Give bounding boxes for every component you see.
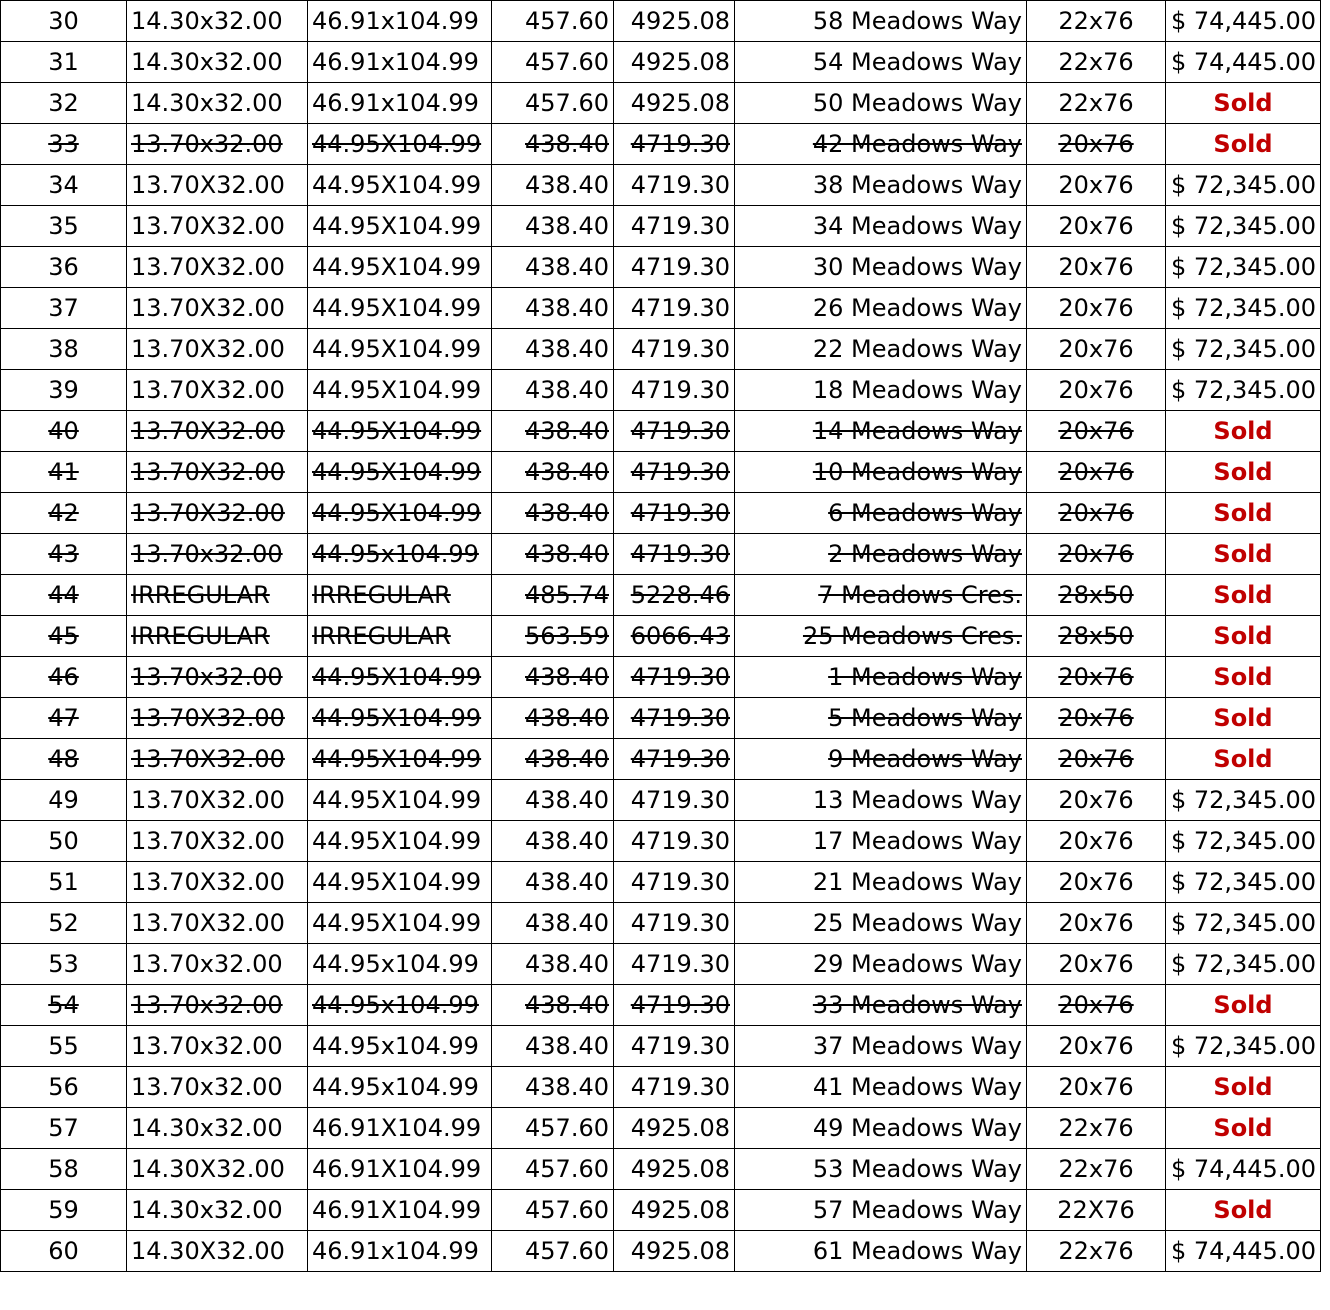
lot-number-cell[interactable]: 46	[1, 657, 127, 698]
sold-status-cell[interactable]: Sold	[1166, 1190, 1321, 1231]
address-cell[interactable]: 9 Meadows Way	[735, 739, 1027, 780]
area-sqm-cell[interactable]: 438.40	[492, 944, 614, 985]
house-size-cell[interactable]: 20x76	[1027, 370, 1166, 411]
lot-size-metric-cell[interactable]: 13.70X32.00	[127, 247, 308, 288]
price-cell[interactable]: $ 74,445.00	[1166, 42, 1321, 83]
lot-size-imperial-cell[interactable]: 46.91x104.99	[308, 1231, 492, 1272]
lot-number-cell[interactable]: 60	[1, 1231, 127, 1272]
table-row	[1, 780, 1321, 821]
area-sqm-cell[interactable]: 457.60	[492, 1, 614, 42]
house-size-cell[interactable]: 20x76	[1027, 862, 1166, 903]
house-size-cell[interactable]: 22x76	[1027, 1, 1166, 42]
lot-number-cell[interactable]: 49	[1, 780, 127, 821]
house-size-cell[interactable]: 20x76	[1027, 944, 1166, 985]
lot-size-metric-cell[interactable]: 13.70x32.00	[127, 534, 308, 575]
lot-size-metric-cell[interactable]: 13.70x32.00	[127, 124, 308, 165]
lot-size-imperial-cell[interactable]: IRREGULAR	[308, 616, 492, 657]
house-size-cell[interactable]: 20x76	[1027, 657, 1166, 698]
house-size-cell[interactable]: 22x76	[1027, 1231, 1166, 1272]
lot-size-imperial-cell[interactable]: 46.91X104.99	[308, 1149, 492, 1190]
lot-number-cell[interactable]: 42	[1, 493, 127, 534]
price-cell[interactable]: $ 74,445.00	[1166, 1231, 1321, 1272]
area-sqft-cell[interactable]: 4719.30	[614, 411, 735, 452]
table-row	[1, 575, 1321, 616]
area-sqft-cell[interactable]: 4925.08	[614, 1, 735, 42]
lot-number-cell[interactable]: 55	[1, 1026, 127, 1067]
lot-size-metric-cell[interactable]: 14.30x32.00	[127, 1190, 308, 1231]
sold-status-cell[interactable]: Sold	[1166, 698, 1321, 739]
lot-size-metric-cell[interactable]: 13.70X32.00	[127, 821, 308, 862]
area-sqft-cell[interactable]: 4719.30	[614, 247, 735, 288]
area-sqft-cell[interactable]: 4719.30	[614, 657, 735, 698]
lot-number-cell[interactable]: 36	[1, 247, 127, 288]
table-row	[1, 124, 1321, 165]
lot-size-metric-cell[interactable]: 13.70X32.00	[127, 329, 308, 370]
address-cell[interactable]: 21 Meadows Way	[735, 862, 1027, 903]
lot-number-cell[interactable]: 57	[1, 1108, 127, 1149]
area-sqm-cell[interactable]: 438.40	[492, 903, 614, 944]
area-sqm-cell[interactable]: 438.40	[492, 534, 614, 575]
address-cell[interactable]: 41 Meadows Way	[735, 1067, 1027, 1108]
lot-number-cell[interactable]: 32	[1, 83, 127, 124]
area-sqm-cell[interactable]: 485.74	[492, 575, 614, 616]
table-row	[1, 370, 1321, 411]
lot-number-cell[interactable]: 44	[1, 575, 127, 616]
address-cell[interactable]: 13 Meadows Way	[735, 780, 1027, 821]
house-size-cell[interactable]: 22x76	[1027, 42, 1166, 83]
address-cell[interactable]: 42 Meadows Way	[735, 124, 1027, 165]
table-row	[1, 1026, 1321, 1067]
lot-size-imperial-cell[interactable]: 44.95X104.99	[308, 698, 492, 739]
lot-number-cell[interactable]: 30	[1, 1, 127, 42]
area-sqft-cell[interactable]: 4719.30	[614, 124, 735, 165]
lot-size-imperial-cell[interactable]: 44.95X104.99	[308, 739, 492, 780]
area-sqft-cell[interactable]: 4925.08	[614, 1149, 735, 1190]
area-sqft-cell[interactable]: 4719.30	[614, 739, 735, 780]
lot-number-cell[interactable]: 45	[1, 616, 127, 657]
lot-size-imperial-cell[interactable]: 44.95x104.99	[308, 1067, 492, 1108]
sold-status-cell[interactable]: Sold	[1166, 616, 1321, 657]
address-cell[interactable]: 14 Meadows Way	[735, 411, 1027, 452]
table-row	[1, 329, 1321, 370]
lot-size-imperial-cell[interactable]: 46.91X104.99	[308, 1108, 492, 1149]
house-size-cell[interactable]: 20x76	[1027, 821, 1166, 862]
address-cell[interactable]: 26 Meadows Way	[735, 288, 1027, 329]
house-size-cell[interactable]: 22x76	[1027, 1149, 1166, 1190]
address-cell[interactable]: 61 Meadows Way	[735, 1231, 1027, 1272]
area-sqm-cell[interactable]: 438.40	[492, 329, 614, 370]
lot-number-cell[interactable]: 43	[1, 534, 127, 575]
table-row	[1, 821, 1321, 862]
lot-size-imperial-cell[interactable]: 44.95X104.99	[308, 124, 492, 165]
table-row	[1, 493, 1321, 534]
house-size-cell[interactable]: 20x76	[1027, 493, 1166, 534]
table-row	[1, 944, 1321, 985]
house-size-cell[interactable]: 20x76	[1027, 985, 1166, 1026]
address-cell[interactable]: 2 Meadows Way	[735, 534, 1027, 575]
area-sqft-cell[interactable]: 4925.08	[614, 1190, 735, 1231]
address-cell[interactable]: 53 Meadows Way	[735, 1149, 1027, 1190]
table-row	[1, 452, 1321, 493]
area-sqft-cell[interactable]: 4925.08	[614, 42, 735, 83]
lot-number-cell[interactable]: 39	[1, 370, 127, 411]
lot-size-metric-cell[interactable]: 13.70X32.00	[127, 452, 308, 493]
lot-size-imperial-cell[interactable]: 44.95x104.99	[308, 944, 492, 985]
lot-size-metric-cell[interactable]: IRREGULAR	[127, 575, 308, 616]
address-cell[interactable]: 6 Meadows Way	[735, 493, 1027, 534]
price-cell[interactable]: $ 72,345.00	[1166, 944, 1321, 985]
house-size-cell[interactable]: 20x76	[1027, 698, 1166, 739]
lot-size-imperial-cell[interactable]: 44.95X104.99	[308, 903, 492, 944]
area-sqft-cell[interactable]: 6066.43	[614, 616, 735, 657]
lot-size-imperial-cell[interactable]: 44.95X104.99	[308, 862, 492, 903]
table-row	[1, 698, 1321, 739]
table-body	[1, 0, 1321, 1272]
address-cell[interactable]: 50 Meadows Way	[735, 83, 1027, 124]
area-sqft-cell[interactable]: 4719.30	[614, 1026, 735, 1067]
lot-size-imperial-cell[interactable]: 44.95X104.99	[308, 452, 492, 493]
address-cell[interactable]: 1 Meadows Way	[735, 657, 1027, 698]
area-sqft-cell[interactable]: 4719.30	[614, 862, 735, 903]
lot-size-metric-cell[interactable]: 13.70x32.00	[127, 657, 308, 698]
lot-size-imperial-cell[interactable]: 44.95X104.99	[308, 165, 492, 206]
lot-size-imperial-cell[interactable]: 44.95X104.99	[308, 657, 492, 698]
lot-size-metric-cell[interactable]: 13.70x32.00	[127, 985, 308, 1026]
lot-size-metric-cell[interactable]: 14.30x32.00	[127, 1108, 308, 1149]
area-sqm-cell[interactable]: 438.40	[492, 739, 614, 780]
address-cell[interactable]: 22 Meadows Way	[735, 329, 1027, 370]
price-cell[interactable]: $ 72,345.00	[1166, 247, 1321, 288]
lot-size-imperial-cell[interactable]: 44.95X104.99	[308, 247, 492, 288]
lot-size-metric-cell[interactable]: 13.70X32.00	[127, 903, 308, 944]
lot-size-imperial-cell[interactable]: 46.91x104.99	[308, 1, 492, 42]
table-row	[1, 1149, 1321, 1190]
area-sqm-cell[interactable]: 438.40	[492, 821, 614, 862]
house-size-cell[interactable]: 20x76	[1027, 1026, 1166, 1067]
price-cell[interactable]: $ 72,345.00	[1166, 206, 1321, 247]
lot-size-imperial-cell[interactable]: 44.95x104.99	[308, 534, 492, 575]
lot-number-cell[interactable]: 59	[1, 1190, 127, 1231]
area-sqm-cell[interactable]: 457.60	[492, 1108, 614, 1149]
sold-status-cell[interactable]: Sold	[1166, 1108, 1321, 1149]
lot-number-cell[interactable]: 58	[1, 1149, 127, 1190]
area-sqft-cell[interactable]: 4719.30	[614, 1067, 735, 1108]
address-cell[interactable]: 58 Meadows Way	[735, 1, 1027, 42]
sold-status-cell[interactable]: Sold	[1166, 493, 1321, 534]
table-row	[1, 411, 1321, 452]
area-sqm-cell[interactable]: 457.60	[492, 1231, 614, 1272]
address-cell[interactable]: 37 Meadows Way	[735, 1026, 1027, 1067]
table-row	[1, 616, 1321, 657]
lot-size-metric-cell[interactable]: 13.70X32.00	[127, 862, 308, 903]
lot-size-metric-cell[interactable]: 13.70x32.00	[127, 1067, 308, 1108]
house-size-cell[interactable]: 20x76	[1027, 411, 1166, 452]
house-size-cell[interactable]: 20x76	[1027, 452, 1166, 493]
lot-number-cell[interactable]: 37	[1, 288, 127, 329]
house-size-cell[interactable]: 22X76	[1027, 1190, 1166, 1231]
sold-status-cell[interactable]: Sold	[1166, 739, 1321, 780]
sold-status-cell[interactable]: Sold	[1166, 83, 1321, 124]
area-sqm-cell[interactable]: 438.40	[492, 780, 614, 821]
table-row	[1, 1, 1321, 42]
lot-size-metric-cell[interactable]: 13.70X32.00	[127, 411, 308, 452]
lot-number-cell[interactable]: 52	[1, 903, 127, 944]
address-cell[interactable]: 25 Meadows Cres.	[735, 616, 1027, 657]
lot-number-cell[interactable]: 54	[1, 985, 127, 1026]
lot-size-metric-cell[interactable]: 13.70X32.00	[127, 739, 308, 780]
table-row	[1, 1190, 1321, 1231]
lot-number-cell[interactable]: 34	[1, 165, 127, 206]
area-sqm-cell[interactable]: 438.40	[492, 1026, 614, 1067]
area-sqm-cell[interactable]: 563.59	[492, 616, 614, 657]
lot-size-imperial-cell[interactable]: IRREGULAR	[308, 575, 492, 616]
lot-size-metric-cell[interactable]: 13.70X32.00	[127, 780, 308, 821]
price-cell[interactable]: $ 72,345.00	[1166, 780, 1321, 821]
lot-size-metric-cell[interactable]: 13.70x32.00	[127, 1026, 308, 1067]
address-cell[interactable]: 38 Meadows Way	[735, 165, 1027, 206]
area-sqft-cell[interactable]: 4719.30	[614, 329, 735, 370]
lot-size-imperial-cell[interactable]: 44.95X104.99	[308, 821, 492, 862]
table-row	[1, 739, 1321, 780]
area-sqm-cell[interactable]: 438.40	[492, 985, 614, 1026]
lot-size-metric-cell[interactable]: 13.70X32.00	[127, 206, 308, 247]
table-row	[1, 1231, 1321, 1272]
lot-size-metric-cell[interactable]: 14.30X32.00	[127, 1231, 308, 1272]
area-sqft-cell[interactable]: 4719.30	[614, 903, 735, 944]
house-size-cell[interactable]: 20x76	[1027, 165, 1166, 206]
address-cell[interactable]: 29 Meadows Way	[735, 944, 1027, 985]
area-sqft-cell[interactable]: 4719.30	[614, 493, 735, 534]
lot-number-cell[interactable]: 56	[1, 1067, 127, 1108]
lot-size-imperial-cell[interactable]: 44.95X104.99	[308, 493, 492, 534]
area-sqft-cell[interactable]: 4925.08	[614, 1108, 735, 1149]
lot-size-metric-cell[interactable]: 13.70X32.00	[127, 698, 308, 739]
address-cell[interactable]: 5 Meadows Way	[735, 698, 1027, 739]
area-sqft-cell[interactable]: 5228.46	[614, 575, 735, 616]
sold-status-cell[interactable]: Sold	[1166, 657, 1321, 698]
area-sqft-cell[interactable]: 4925.08	[614, 1231, 735, 1272]
house-size-cell[interactable]: 20x76	[1027, 739, 1166, 780]
lot-number-cell[interactable]: 38	[1, 329, 127, 370]
lot-size-imperial-cell[interactable]: 44.95X104.99	[308, 370, 492, 411]
lot-size-metric-cell[interactable]: 13.70x32.00	[127, 944, 308, 985]
area-sqm-cell[interactable]: 457.60	[492, 1149, 614, 1190]
price-cell[interactable]: $ 72,345.00	[1166, 288, 1321, 329]
address-cell[interactable]: 25 Meadows Way	[735, 903, 1027, 944]
area-sqm-cell[interactable]: 438.40	[492, 657, 614, 698]
area-sqft-cell[interactable]: 4719.30	[614, 206, 735, 247]
table-row	[1, 903, 1321, 944]
price-cell[interactable]: $ 72,345.00	[1166, 1026, 1321, 1067]
area-sqm-cell[interactable]: 457.60	[492, 42, 614, 83]
table-row	[1, 985, 1321, 1026]
lot-number-cell[interactable]: 40	[1, 411, 127, 452]
area-sqm-cell[interactable]: 457.60	[492, 1190, 614, 1231]
lot-number-cell[interactable]: 31	[1, 42, 127, 83]
lot-number-cell[interactable]: 53	[1, 944, 127, 985]
area-sqft-cell[interactable]: 4719.30	[614, 534, 735, 575]
area-sqm-cell[interactable]: 438.40	[492, 370, 614, 411]
house-size-cell[interactable]: 20x76	[1027, 206, 1166, 247]
area-sqft-cell[interactable]: 4719.30	[614, 165, 735, 206]
lot-number-cell[interactable]: 48	[1, 739, 127, 780]
table-row	[1, 1108, 1321, 1149]
sold-status-cell[interactable]: Sold	[1166, 411, 1321, 452]
house-size-cell[interactable]: 20x76	[1027, 1067, 1166, 1108]
area-sqm-cell[interactable]: 438.40	[492, 165, 614, 206]
house-size-cell[interactable]: 20x76	[1027, 288, 1166, 329]
area-sqm-cell[interactable]: 438.40	[492, 698, 614, 739]
lot-size-metric-cell[interactable]: 13.70X32.00	[127, 288, 308, 329]
price-cell[interactable]: $ 72,345.00	[1166, 329, 1321, 370]
price-cell[interactable]: $ 74,445.00	[1166, 1149, 1321, 1190]
area-sqm-cell[interactable]: 438.40	[492, 124, 614, 165]
lot-number-cell[interactable]: 50	[1, 821, 127, 862]
price-cell[interactable]: $ 72,345.00	[1166, 165, 1321, 206]
area-sqm-cell[interactable]: 457.60	[492, 83, 614, 124]
sold-status-cell[interactable]: Sold	[1166, 985, 1321, 1026]
house-size-cell[interactable]: 28x50	[1027, 575, 1166, 616]
house-size-cell[interactable]: 20x76	[1027, 534, 1166, 575]
area-sqm-cell[interactable]: 438.40	[492, 411, 614, 452]
sold-status-cell[interactable]: Sold	[1166, 534, 1321, 575]
table-row	[1, 1067, 1321, 1108]
table-row	[1, 83, 1321, 124]
price-cell[interactable]: $ 72,345.00	[1166, 903, 1321, 944]
house-size-cell[interactable]: 20x76	[1027, 124, 1166, 165]
table-row	[1, 862, 1321, 903]
area-sqm-cell[interactable]: 438.40	[492, 1067, 614, 1108]
lot-size-imperial-cell[interactable]: 44.95X104.99	[308, 329, 492, 370]
lot-size-metric-cell[interactable]: 14.30x32.00	[127, 1, 308, 42]
lot-size-imperial-cell[interactable]: 44.95X104.99	[308, 288, 492, 329]
lot-size-imperial-cell[interactable]: 46.91x104.99	[308, 42, 492, 83]
house-size-cell[interactable]: 28x50	[1027, 616, 1166, 657]
address-cell[interactable]: 33 Meadows Way	[735, 985, 1027, 1026]
lot-size-metric-cell[interactable]: 13.70X32.00	[127, 493, 308, 534]
area-sqft-cell[interactable]: 4719.30	[614, 780, 735, 821]
address-cell[interactable]: 34 Meadows Way	[735, 206, 1027, 247]
address-cell[interactable]: 17 Meadows Way	[735, 821, 1027, 862]
area-sqft-cell[interactable]: 4719.30	[614, 452, 735, 493]
sold-status-cell[interactable]: Sold	[1166, 1067, 1321, 1108]
address-cell[interactable]: 18 Meadows Way	[735, 370, 1027, 411]
area-sqft-cell[interactable]: 4719.30	[614, 821, 735, 862]
sold-status-cell[interactable]: Sold	[1166, 124, 1321, 165]
table-row	[1, 534, 1321, 575]
lot-size-metric-cell[interactable]: 14.30x32.00	[127, 83, 308, 124]
address-cell[interactable]: 30 Meadows Way	[735, 247, 1027, 288]
price-cell[interactable]: $ 72,345.00	[1166, 370, 1321, 411]
table-row	[1, 657, 1321, 698]
lot-size-imperial-cell[interactable]: 44.95X104.99	[308, 206, 492, 247]
lot-size-imperial-cell[interactable]: 44.95x104.99	[308, 1026, 492, 1067]
table-row	[1, 42, 1321, 83]
area-sqm-cell[interactable]: 438.40	[492, 288, 614, 329]
table-row	[1, 288, 1321, 329]
lot-size-metric-cell[interactable]: 13.70X32.00	[127, 165, 308, 206]
price-cell[interactable]: $ 72,345.00	[1166, 821, 1321, 862]
lot-size-imperial-cell[interactable]: 44.95X104.99	[308, 780, 492, 821]
lot-size-imperial-cell[interactable]: 44.95x104.99	[308, 985, 492, 1026]
lot-size-metric-cell[interactable]: 14.30x32.00	[127, 42, 308, 83]
price-cell[interactable]: $ 74,445.00	[1166, 1, 1321, 42]
address-cell[interactable]: 57 Meadows Way	[735, 1190, 1027, 1231]
area-sqft-cell[interactable]: 4719.30	[614, 370, 735, 411]
lot-number-cell[interactable]: 47	[1, 698, 127, 739]
address-cell[interactable]: 54 Meadows Way	[735, 42, 1027, 83]
address-cell[interactable]: 49 Meadows Way	[735, 1108, 1027, 1149]
table-row	[1, 206, 1321, 247]
area-sqm-cell[interactable]: 438.40	[492, 247, 614, 288]
area-sqft-cell[interactable]: 4719.30	[614, 985, 735, 1026]
lot-size-imperial-cell[interactable]: 46.91x104.99	[308, 83, 492, 124]
area-sqm-cell[interactable]: 438.40	[492, 862, 614, 903]
lot-size-metric-cell[interactable]: IRREGULAR	[127, 616, 308, 657]
house-size-cell[interactable]: 22x76	[1027, 1108, 1166, 1149]
area-sqft-cell[interactable]: 4719.30	[614, 698, 735, 739]
price-cell[interactable]: $ 72,345.00	[1166, 862, 1321, 903]
table-row	[1, 165, 1321, 206]
area-sqft-cell[interactable]: 4719.30	[614, 288, 735, 329]
house-size-cell[interactable]: 22x76	[1027, 83, 1166, 124]
lot-number-cell[interactable]: 33	[1, 124, 127, 165]
sold-status-cell[interactable]: Sold	[1166, 452, 1321, 493]
house-size-cell[interactable]: 20x76	[1027, 780, 1166, 821]
house-size-cell[interactable]: 20x76	[1027, 903, 1166, 944]
lot-number-cell[interactable]: 51	[1, 862, 127, 903]
address-cell[interactable]: 7 Meadows Cres.	[735, 575, 1027, 616]
lot-number-cell[interactable]: 35	[1, 206, 127, 247]
lot-number-cell[interactable]: 41	[1, 452, 127, 493]
area-sqft-cell[interactable]: 4925.08	[614, 83, 735, 124]
area-sqm-cell[interactable]: 438.40	[492, 206, 614, 247]
table-row	[1, 247, 1321, 288]
area-sqft-cell[interactable]: 4719.30	[614, 944, 735, 985]
lot-size-imperial-cell[interactable]: 44.95X104.99	[308, 411, 492, 452]
area-sqm-cell[interactable]: 438.40	[492, 493, 614, 534]
lot-size-imperial-cell[interactable]: 46.91X104.99	[308, 1190, 492, 1231]
sold-status-cell[interactable]: Sold	[1166, 575, 1321, 616]
lot-size-metric-cell[interactable]: 13.70X32.00	[127, 370, 308, 411]
house-size-cell[interactable]: 20x76	[1027, 329, 1166, 370]
lot-size-metric-cell[interactable]: 14.30X32.00	[127, 1149, 308, 1190]
house-size-cell[interactable]: 20x76	[1027, 247, 1166, 288]
area-sqm-cell[interactable]: 438.40	[492, 452, 614, 493]
address-cell[interactable]: 10 Meadows Way	[735, 452, 1027, 493]
